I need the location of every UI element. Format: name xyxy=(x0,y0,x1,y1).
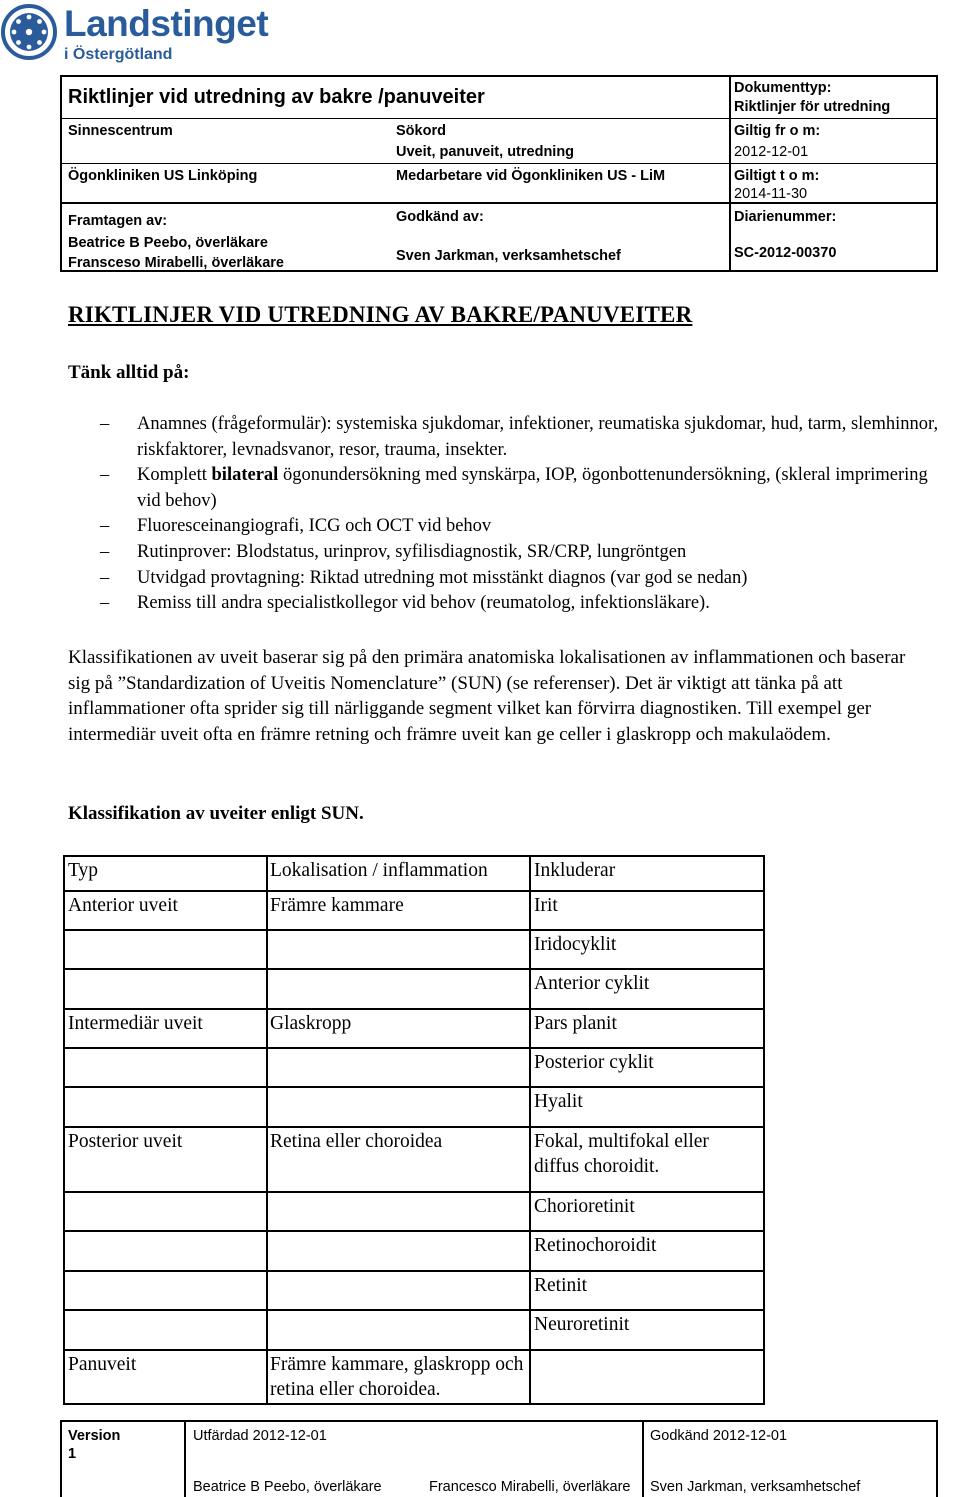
author-2: Fransceso Mirabelli, överläkare xyxy=(68,255,284,271)
checklist xyxy=(100,412,940,617)
table-cell: Iridocyklit xyxy=(534,934,617,955)
classification-table xyxy=(63,855,765,1405)
author-1: Beatrice B Peebo, överläkare xyxy=(68,235,268,251)
footer-author-2: Francesco Mirabelli, överläkare xyxy=(429,1479,631,1495)
logo-name: Landstinget xyxy=(64,3,269,44)
issued-date: Utfärdad 2012-12-01 xyxy=(193,1428,327,1444)
main-heading: RIKTLINJER VID UTREDNING AV BAKRE/PANUVEITER xyxy=(68,302,693,327)
approved-date: Godkänd 2012-12-01 xyxy=(650,1428,788,1444)
table-cell: Fokal, multifokal eller diffus choroidit. xyxy=(534,1131,709,1177)
approved-by-label: Godkänd av: xyxy=(396,209,484,225)
footer-approver: Sven Jarkman, verksamhetschef xyxy=(650,1479,861,1495)
document-header-table xyxy=(60,75,938,272)
diary-number-label: Diarienummer: xyxy=(734,209,837,225)
dash-bullet: – xyxy=(100,567,110,588)
logo-subtitle: i Östergötland xyxy=(64,46,173,63)
dash-bullet: – xyxy=(100,465,110,486)
landstinget-emblem-icon xyxy=(0,2,60,64)
table-cell: Retina eller choroidea xyxy=(270,1131,443,1152)
valid-to-value: 2014-11-30 xyxy=(734,186,808,202)
list-item: – Utvidgad provtagning: Riktad utredning mot misstänkt diagnos (var god se nedan) xyxy=(100,566,940,592)
valid-to-label: Giltigt t o m: xyxy=(734,168,820,184)
diary-number-value: SC-2012-00370 xyxy=(734,245,837,261)
table-cell: Neuroretinit xyxy=(534,1314,630,1335)
table-cell: Anterior cyklit xyxy=(534,973,650,994)
dash-bullet: – xyxy=(100,414,110,434)
table-cell: Panuveit xyxy=(68,1354,137,1375)
doc-type-value: Riktlinjer för utredning xyxy=(734,99,891,115)
approved-by-value: Sven Jarkman, verksamhetschef xyxy=(396,248,621,264)
dash-bullet: – xyxy=(100,593,110,614)
table-cell: Pars planit xyxy=(534,1013,617,1034)
table-cell: Chorioretinit xyxy=(534,1196,635,1217)
table-cell: Främre kammare xyxy=(270,895,404,916)
emphasis: bilateral xyxy=(211,465,279,486)
list-item: – Komplett bilateral ögonundersökning med synskärpa, IOP, ögonbottenundersökning, (skleral imprimering vid behov) xyxy=(100,465,928,511)
table-cell: Retinit xyxy=(534,1275,588,1296)
classification-paragraph: Klassifikationen av uveit baserar sig på den primära anatomiska lokalisationen av inflammationen och baserar sig på ”Standardization of Uveitis Nomenclature” (SUN) (se referenser). Det är viktigt att tänka på att inflammationer ofta sprider sig till närliggande segment vilket kan förvirra diagnostiken. Till exempel ger intermediär uveit ofta en främre retning och främre uveit kan ge celler i glaskropp och makulaödem. xyxy=(68,647,906,745)
table-cell: Retinochoroidit xyxy=(534,1235,657,1256)
document-title: Riktlinjer vid utredning av bakre /panuveiter xyxy=(68,86,485,108)
doc-type-label: Dokumenttyp: xyxy=(734,80,832,96)
landstinget-logo xyxy=(0,0,300,70)
table-cell: Posterior cyklit xyxy=(534,1052,654,1073)
list-item: – Rutinprover: Blodstatus, urinprov, syfilisdiagnostik, SR/CRP, lungröntgen xyxy=(100,540,940,566)
search-words-value: Uveit, panuveit, utredning xyxy=(396,144,575,160)
table-cell: Irit xyxy=(534,895,558,916)
search-words-label: Sökord xyxy=(396,123,446,139)
staff-scope: Medarbetare vid Ögonkliniken US - LiM xyxy=(396,168,666,184)
table-header-includes: Inkluderar xyxy=(534,860,616,881)
unit-name: Sinnescentrum xyxy=(68,123,173,139)
table-cell: Hyalit xyxy=(534,1091,583,1112)
table-cell: Glaskropp xyxy=(270,1013,352,1034)
footer-author-1: Beatrice B Peebo, överläkare xyxy=(193,1479,382,1495)
subheading: Tänk alltid på: xyxy=(68,362,190,383)
valid-from-label: Giltig fr o m: xyxy=(734,123,821,139)
table-cell: Anterior uveit xyxy=(68,895,178,916)
list-item: – Anamnes (frågeformulär): systemiska sjukdomar, infektioner, reumatiska sjukdomar, hud, tarm, slemhinnor, riskfaktorer, levnadsvanor, resor, trauma, insekter. xyxy=(100,414,939,460)
table-cell: Främre kammare, glaskropp och retina eller choroidea. xyxy=(270,1354,524,1400)
table-header-type: Typ xyxy=(68,860,99,881)
clinic-name: Ögonkliniken US Linköping xyxy=(68,168,258,184)
table-cell: Posterior uveit xyxy=(68,1131,183,1152)
version-label: Version xyxy=(68,1428,121,1444)
authored-by-label: Framtagen av: xyxy=(68,213,168,229)
dash-bullet: – xyxy=(100,516,110,537)
table-header-location: Lokalisation / inflammation xyxy=(270,860,488,881)
table-heading: Klassifikation av uveiter enligt SUN. xyxy=(68,803,364,824)
valid-from-value: 2012-12-01 xyxy=(734,144,809,160)
document-footer xyxy=(60,1420,938,1497)
version-value: 1 xyxy=(68,1446,77,1462)
table-cell: Intermediär uveit xyxy=(68,1013,203,1034)
list-item: – Fluoresceinangiografi, ICG och OCT vid behov xyxy=(100,514,940,540)
dash-bullet: – xyxy=(100,541,110,562)
list-item: – Remiss till andra specialistkollegor vid behov (reumatolog, infektionsläkare). xyxy=(100,591,940,617)
